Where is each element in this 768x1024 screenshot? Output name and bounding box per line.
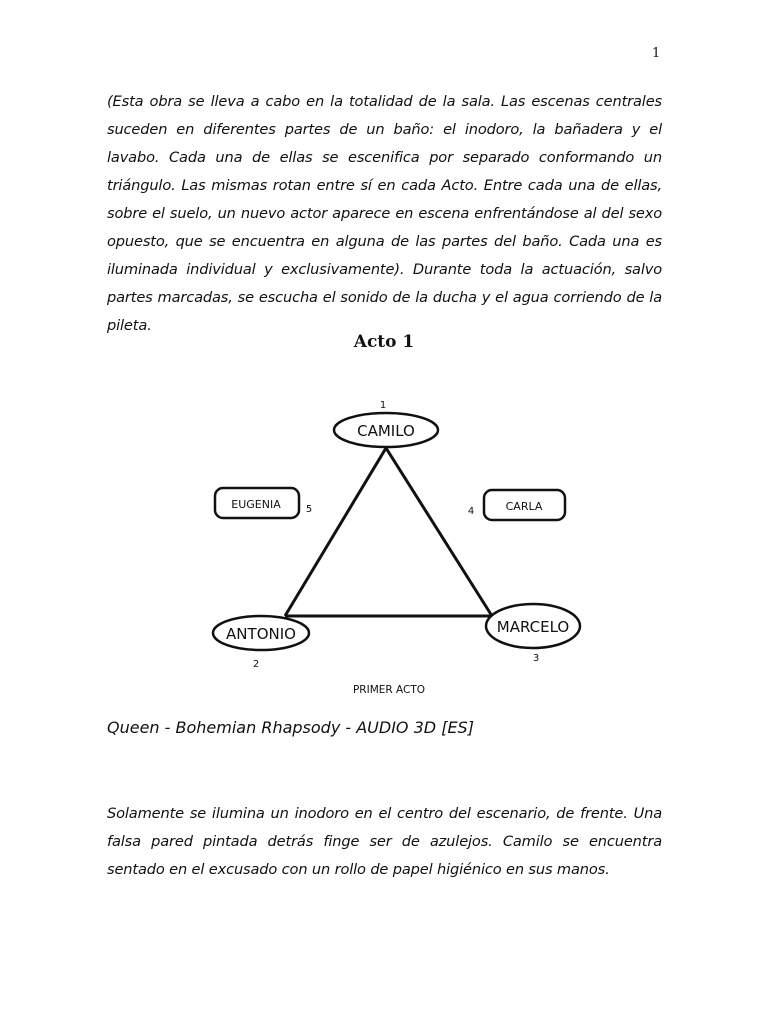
node-carla-number: 4 [467, 506, 475, 517]
node-eugenia-label: EUGENIA [231, 498, 281, 511]
stage-diagram [0, 390, 768, 710]
triangle-lines [285, 448, 492, 616]
node-camilo-number: 1 [379, 400, 387, 411]
page-number: 1 [652, 46, 661, 61]
node-marcelo [486, 604, 580, 664]
node-carla [468, 490, 565, 520]
node-camilo-label: CAMILO [357, 422, 415, 440]
music-cue: Queen - Bohemian Rhapsody - AUDIO 3D [ES] [107, 718, 474, 737]
node-antonio-label: ANTONIO [226, 625, 296, 643]
node-antonio-number: 2 [252, 659, 260, 670]
node-eugenia [215, 488, 312, 518]
node-antonio [213, 616, 309, 670]
act-heading: Acto 1 [353, 332, 415, 352]
closing-paragraph: Solamente se ilumina un inodoro en el centro del escenario, de frente. Una falsa pared pintada detrás finge ser de azulejos. Camilo se encuentra sentado en el excusado con un rollo de papel higiénico en sus manos. [107, 805, 662, 878]
diagram-caption: PRIMER ACTO [352, 684, 426, 696]
intro-paragraph: (Esta obra se lleva a cabo en la totalidad de la sala. Las escenas centrales suceden en diferentes partes de un baño: el inodoro, la bañadera y el lavabo. Cada una de ellas se escenifica por separado conformando un triángulo. Las mismas rotan entre sí en cada Acto. Entre cada una de ellas, sobre el suelo, un nuevo actor aparece en escena enfrentándose al del sexo opuesto, que se encuentra en alguna de las partes del baño. Cada una es iluminada individual y exclusivamente). Durante toda la actuación, salvo partes marcadas, se escucha el sonido de la ducha y el agua corriendo de la pileta. [107, 93, 662, 334]
node-marcelo-number: 3 [532, 653, 540, 664]
node-eugenia-number: 5 [305, 504, 313, 515]
node-marcelo-label: MARCELO [496, 618, 570, 636]
node-carla-label: CARLA [505, 500, 543, 513]
node-camilo [334, 400, 438, 447]
